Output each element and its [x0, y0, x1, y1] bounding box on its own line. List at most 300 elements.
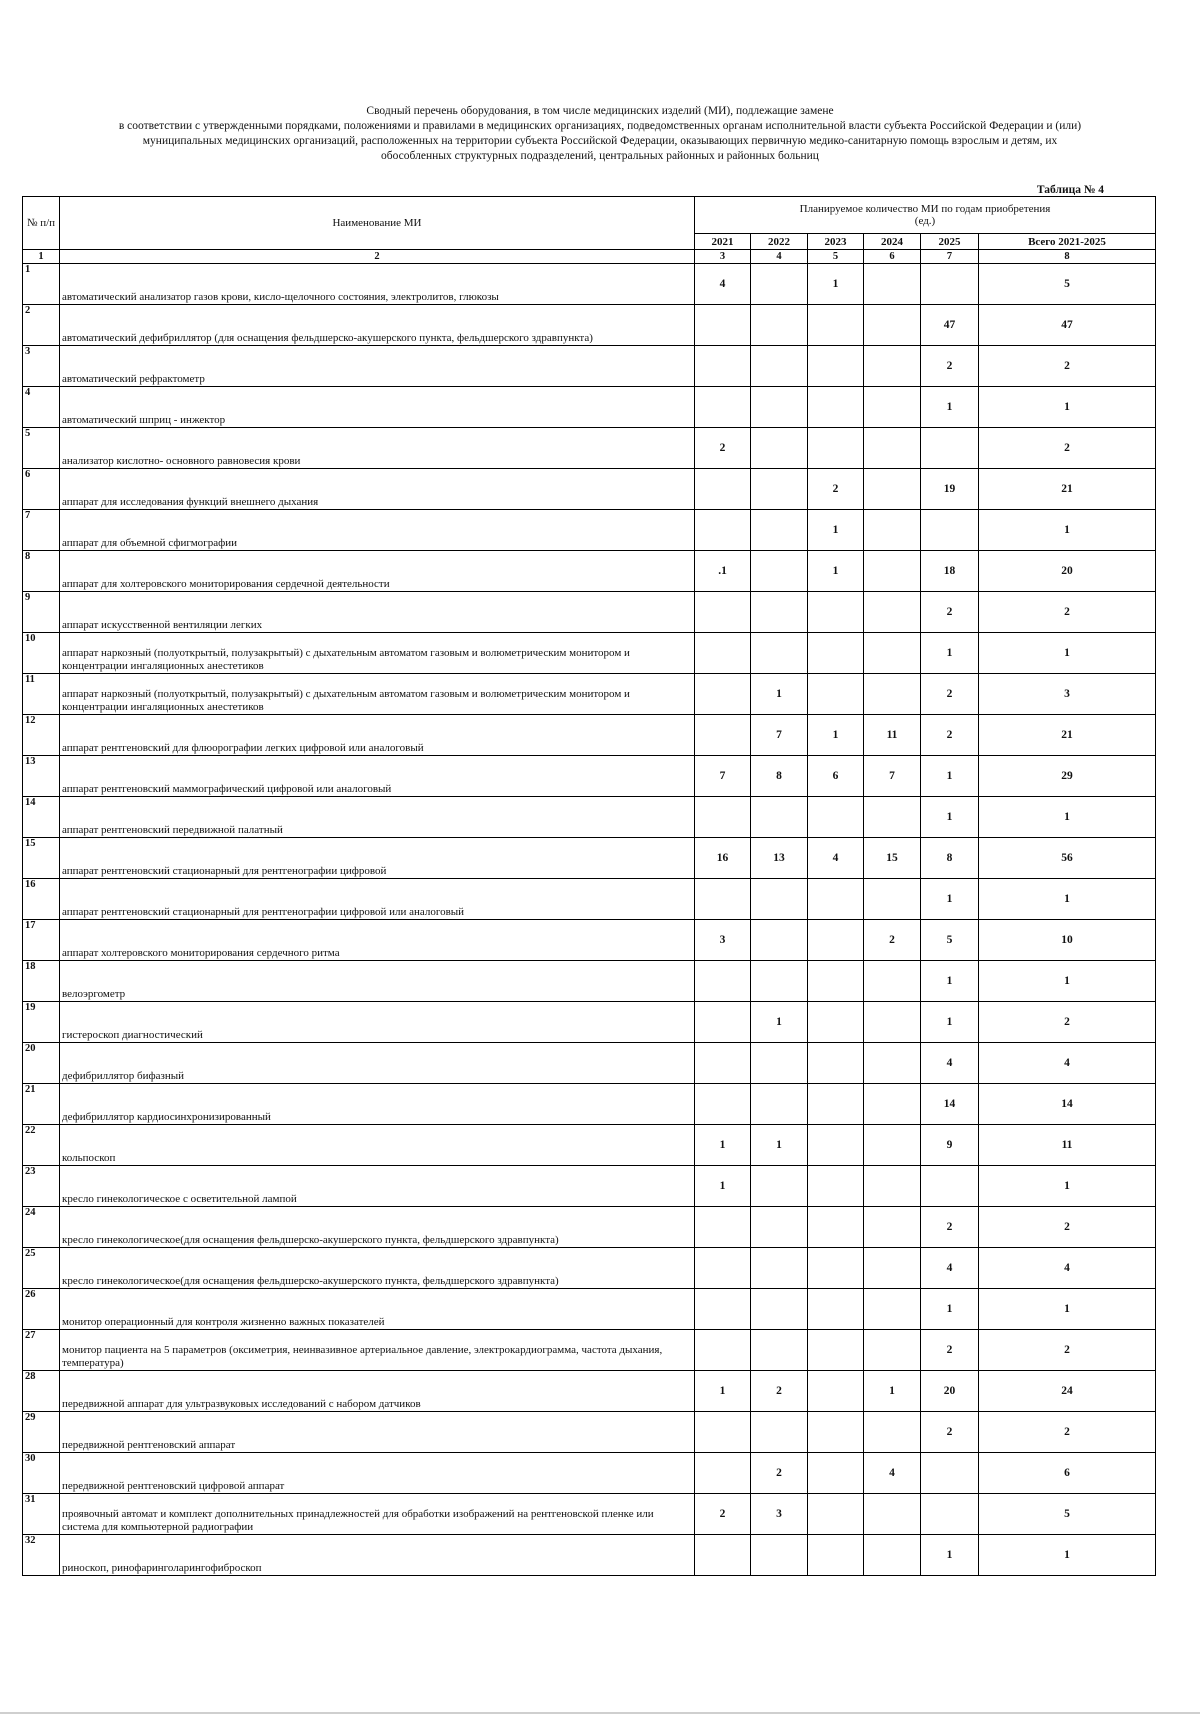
total-quantity: 5	[979, 264, 1156, 305]
year-quantity: 2	[921, 592, 979, 633]
device-name: аппарат наркозный (полуоткрытый, полузакрытый) с дыхательным автоматом газовым и волюметрическим монитором и концентрации ингаляционных анестетиков	[60, 674, 695, 715]
device-name: автоматический анализатор газов крови, кисло-щелочного состояния, электролитов, глюкозы	[60, 264, 695, 305]
year-quantity: 1	[751, 1002, 808, 1043]
row-number: 30	[23, 1453, 60, 1494]
year-quantity	[864, 264, 921, 305]
year-quantity: 1	[921, 1002, 979, 1043]
total-quantity: 1	[979, 879, 1156, 920]
year-quantity: 8	[921, 838, 979, 879]
year-quantity	[864, 1494, 921, 1535]
header-year: 2022	[751, 234, 808, 250]
year-quantity	[808, 1453, 864, 1494]
year-quantity	[695, 469, 751, 510]
table-row	[23, 1371, 1156, 1412]
device-name: автоматический рефрактометр	[60, 346, 695, 387]
table-row	[23, 756, 1156, 797]
year-quantity: 1	[921, 387, 979, 428]
year-quantity	[864, 674, 921, 715]
header-year: 2023	[808, 234, 864, 250]
year-quantity	[808, 1125, 864, 1166]
header-year: 2024	[864, 234, 921, 250]
device-name: аппарат рентгеновский передвижной палатный	[60, 797, 695, 838]
device-name: дефибриллятор кардиосинхронизированный	[60, 1084, 695, 1125]
total-quantity: 10	[979, 920, 1156, 961]
table-row	[23, 387, 1156, 428]
total-quantity: 20	[979, 551, 1156, 592]
header-year: 2025	[921, 234, 979, 250]
year-quantity: 1	[921, 961, 979, 1002]
device-name: передвижной рентгеновский аппарат	[60, 1412, 695, 1453]
device-name: анализатор кислотно- основного равновесия крови	[60, 428, 695, 469]
year-quantity: 19	[921, 469, 979, 510]
year-quantity: 3	[751, 1494, 808, 1535]
total-quantity: 21	[979, 469, 1156, 510]
table-row	[23, 879, 1156, 920]
year-quantity: 14	[921, 1084, 979, 1125]
table-row	[23, 797, 1156, 838]
total-quantity: 2	[979, 346, 1156, 387]
year-quantity: 1	[921, 1535, 979, 1576]
year-quantity	[751, 1207, 808, 1248]
equipment-table	[22, 196, 1156, 1576]
device-name: монитор пациента на 5 параметров (оксиметрия, неинвазивное артериальное давление, электрокардиограмма, частота дыхания, температура)	[60, 1330, 695, 1371]
table-row	[23, 961, 1156, 1002]
column-index: 7	[921, 250, 979, 264]
row-number: 19	[23, 1002, 60, 1043]
row-number: 21	[23, 1084, 60, 1125]
table-row	[23, 1535, 1156, 1576]
table-body	[23, 264, 1156, 1576]
row-number: 24	[23, 1207, 60, 1248]
device-name: аппарат искусственной вентиляции легких	[60, 592, 695, 633]
year-quantity	[921, 264, 979, 305]
row-number: 3	[23, 346, 60, 387]
year-quantity	[808, 428, 864, 469]
total-quantity: 2	[979, 1002, 1156, 1043]
column-index: 4	[751, 250, 808, 264]
year-quantity: 1	[695, 1371, 751, 1412]
title-line-4: обособленных структурных подразделений, центральных районных и районных больниц	[381, 150, 819, 162]
title-line-1: Сводный перечень оборудования, в том числе медицинских изделий (МИ), подлежащие замене	[366, 105, 834, 117]
year-quantity: 2	[921, 346, 979, 387]
total-quantity: 1	[979, 1166, 1156, 1207]
year-quantity	[808, 592, 864, 633]
total-quantity: 2	[979, 592, 1156, 633]
table-row	[23, 264, 1156, 305]
column-index: 3	[695, 250, 751, 264]
header-year: 2021	[695, 234, 751, 250]
device-name: дефибриллятор бифазный	[60, 1043, 695, 1084]
year-quantity	[751, 346, 808, 387]
title-line-2: в соответствии с утвержденными порядками, положениями и правилами в медицинских организациях, подведомственных органам исполнительной власти субъекта Российской Федерации и (или)	[118, 120, 1082, 132]
year-quantity	[864, 1207, 921, 1248]
year-quantity: 8	[751, 756, 808, 797]
year-quantity	[808, 1207, 864, 1248]
table-row	[23, 305, 1156, 346]
table-row	[23, 1412, 1156, 1453]
page-bottom-edge	[0, 1712, 1200, 1714]
row-number: 28	[23, 1371, 60, 1412]
year-quantity	[808, 387, 864, 428]
table-row	[23, 1289, 1156, 1330]
year-quantity: 4	[808, 838, 864, 879]
year-quantity: 4	[695, 264, 751, 305]
device-name: риноскоп, ринофаринголарингофиброскоп	[60, 1535, 695, 1576]
row-number: 20	[23, 1043, 60, 1084]
total-quantity: 2	[979, 1330, 1156, 1371]
total-quantity: 2	[979, 428, 1156, 469]
row-number: 9	[23, 592, 60, 633]
total-quantity: 6	[979, 1453, 1156, 1494]
year-quantity	[751, 469, 808, 510]
year-quantity: 11	[864, 715, 921, 756]
header-name: Наименование МИ	[60, 197, 695, 250]
year-quantity: 9	[921, 1125, 979, 1166]
year-quantity	[751, 797, 808, 838]
year-quantity: 1	[921, 879, 979, 920]
year-quantity	[808, 1084, 864, 1125]
year-quantity	[751, 510, 808, 551]
header-number: № п/п	[23, 197, 60, 250]
row-number: 29	[23, 1412, 60, 1453]
year-quantity	[808, 1371, 864, 1412]
year-quantity: 1	[921, 756, 979, 797]
year-quantity	[695, 1289, 751, 1330]
year-quantity	[808, 1330, 864, 1371]
table-row	[23, 1043, 1156, 1084]
total-quantity: 21	[979, 715, 1156, 756]
year-quantity	[864, 1289, 921, 1330]
year-quantity	[864, 551, 921, 592]
year-quantity	[751, 428, 808, 469]
total-quantity: 29	[979, 756, 1156, 797]
year-quantity	[695, 592, 751, 633]
year-quantity	[921, 1166, 979, 1207]
year-quantity: 20	[921, 1371, 979, 1412]
year-quantity: 1	[751, 674, 808, 715]
year-quantity	[864, 305, 921, 346]
year-quantity: 18	[921, 551, 979, 592]
table-row	[23, 1494, 1156, 1535]
table-row	[23, 1125, 1156, 1166]
table-row	[23, 715, 1156, 756]
year-quantity	[864, 592, 921, 633]
row-number: 6	[23, 469, 60, 510]
year-quantity	[751, 387, 808, 428]
column-index: 6	[864, 250, 921, 264]
table-row	[23, 1330, 1156, 1371]
year-quantity: 47	[921, 305, 979, 346]
year-quantity	[695, 1453, 751, 1494]
year-quantity	[921, 1494, 979, 1535]
year-quantity	[864, 961, 921, 1002]
year-quantity	[864, 387, 921, 428]
year-quantity	[695, 633, 751, 674]
year-quantity	[751, 879, 808, 920]
column-index: 5	[808, 250, 864, 264]
row-number: 16	[23, 879, 60, 920]
table-row	[23, 1166, 1156, 1207]
year-quantity: 1	[808, 551, 864, 592]
year-quantity	[808, 305, 864, 346]
table-row	[23, 469, 1156, 510]
total-quantity: 1	[979, 797, 1156, 838]
year-quantity	[864, 1002, 921, 1043]
year-quantity	[921, 1453, 979, 1494]
header-total: Всего 2021-2025	[979, 234, 1156, 250]
title-line-3: муниципальных медицинских организаций, расположенных на территории субъекта Российской Федерации, оказывающих первичную медико-санитарную помощь взрослым и детям, их	[142, 135, 1058, 147]
year-quantity	[695, 715, 751, 756]
table-column-index-row	[23, 250, 1156, 264]
year-quantity	[864, 1535, 921, 1576]
column-index: 8	[979, 250, 1156, 264]
device-name: велоэргометр	[60, 961, 695, 1002]
row-number: 4	[23, 387, 60, 428]
total-quantity: 4	[979, 1043, 1156, 1084]
column-index: 2	[60, 250, 695, 264]
header-unit: (ед.)	[914, 215, 936, 227]
year-quantity	[864, 510, 921, 551]
year-quantity	[808, 961, 864, 1002]
year-quantity	[808, 920, 864, 961]
year-quantity: 2	[921, 674, 979, 715]
year-quantity	[695, 674, 751, 715]
year-quantity: 2	[921, 715, 979, 756]
year-quantity: 6	[808, 756, 864, 797]
row-number: 14	[23, 797, 60, 838]
year-quantity	[808, 1535, 864, 1576]
device-name: кресло гинекологическое(для оснащения фельдшерско-акушерского пункта, фельдшерского здравпункта)	[60, 1207, 695, 1248]
table-row	[23, 1207, 1156, 1248]
total-quantity: 1	[979, 961, 1156, 1002]
year-quantity	[864, 1412, 921, 1453]
total-quantity: 47	[979, 305, 1156, 346]
year-quantity	[695, 387, 751, 428]
row-number: 12	[23, 715, 60, 756]
year-quantity: 1	[695, 1166, 751, 1207]
year-quantity: 2	[864, 920, 921, 961]
table-row	[23, 838, 1156, 879]
year-quantity: 2	[695, 1494, 751, 1535]
total-quantity: 1	[979, 510, 1156, 551]
row-number: 5	[23, 428, 60, 469]
total-quantity: 5	[979, 1494, 1156, 1535]
year-quantity	[751, 1535, 808, 1576]
year-quantity	[751, 305, 808, 346]
year-quantity	[695, 1043, 751, 1084]
year-quantity	[751, 592, 808, 633]
device-name: аппарат рентгеновский для флюорографии легких цифровой или аналоговый	[60, 715, 695, 756]
table-row	[23, 510, 1156, 551]
device-name: аппарат наркозный (полуоткрытый, полузакрытый) с дыхательным автоматом газовым и волюметрическим монитором и концентрации ингаляционных анестетиков	[60, 633, 695, 674]
device-name: аппарат для исследования функций внешнего дыхания	[60, 469, 695, 510]
year-quantity: 13	[751, 838, 808, 879]
year-quantity: 2	[921, 1330, 979, 1371]
year-quantity	[695, 961, 751, 1002]
total-quantity: 24	[979, 1371, 1156, 1412]
year-quantity	[921, 510, 979, 551]
row-number: 18	[23, 961, 60, 1002]
year-quantity	[808, 1002, 864, 1043]
year-quantity: 16	[695, 838, 751, 879]
row-number: 31	[23, 1494, 60, 1535]
device-name: аппарат для объемной сфигмографии	[60, 510, 695, 551]
total-quantity: 1	[979, 633, 1156, 674]
year-quantity: 15	[864, 838, 921, 879]
year-quantity: 5	[921, 920, 979, 961]
row-number: 1	[23, 264, 60, 305]
device-name: аппарат рентгеновский стационарный для рентгенографии цифровой или аналоговый	[60, 879, 695, 920]
year-quantity	[695, 1412, 751, 1453]
table-row	[23, 920, 1156, 961]
year-quantity	[864, 469, 921, 510]
year-quantity: 2	[751, 1371, 808, 1412]
total-quantity: 4	[979, 1248, 1156, 1289]
device-name: кольпоскоп	[60, 1125, 695, 1166]
device-name: аппарат рентгеновский маммографический цифровой или аналоговый	[60, 756, 695, 797]
year-quantity	[751, 1043, 808, 1084]
year-quantity	[695, 797, 751, 838]
table-row	[23, 428, 1156, 469]
year-quantity	[808, 879, 864, 920]
year-quantity	[864, 1166, 921, 1207]
total-quantity: 3	[979, 674, 1156, 715]
row-number: 26	[23, 1289, 60, 1330]
year-quantity	[808, 1166, 864, 1207]
year-quantity: 4	[921, 1248, 979, 1289]
year-quantity	[751, 1248, 808, 1289]
year-quantity	[695, 1330, 751, 1371]
row-number: 13	[23, 756, 60, 797]
year-quantity	[695, 1248, 751, 1289]
year-quantity	[864, 1248, 921, 1289]
device-name: аппарат для холтеровского мониторирования сердечной деятельности	[60, 551, 695, 592]
year-quantity	[751, 961, 808, 1002]
year-quantity	[808, 1289, 864, 1330]
year-quantity	[808, 1248, 864, 1289]
year-quantity	[921, 428, 979, 469]
year-quantity: 2	[921, 1207, 979, 1248]
year-quantity: 2	[808, 469, 864, 510]
page-title	[30, 104, 1170, 164]
year-quantity: 1	[921, 633, 979, 674]
year-quantity	[808, 1494, 864, 1535]
total-quantity: 11	[979, 1125, 1156, 1166]
row-number: 10	[23, 633, 60, 674]
header-planned-quantity	[695, 197, 1156, 234]
year-quantity	[864, 1125, 921, 1166]
device-name: передвижной рентгеновский цифровой аппарат	[60, 1453, 695, 1494]
year-quantity: .1	[695, 551, 751, 592]
total-quantity: 1	[979, 1535, 1156, 1576]
row-number: 2	[23, 305, 60, 346]
table-row	[23, 346, 1156, 387]
year-quantity	[751, 1330, 808, 1371]
device-name: проявочный автомат и комплект дополнительных принадлежностей для обработки изображений на рентгеновской пленке или система для компьютерной радиографии	[60, 1494, 695, 1535]
year-quantity	[695, 1084, 751, 1125]
year-quantity: 1	[864, 1371, 921, 1412]
year-quantity	[808, 1412, 864, 1453]
year-quantity	[695, 1207, 751, 1248]
year-quantity	[864, 633, 921, 674]
device-name: кресло гинекологическое(для оснащения фельдшерско-акушерского пункта, фельдшерского здравпункта)	[60, 1248, 695, 1289]
year-quantity: 4	[864, 1453, 921, 1494]
year-quantity	[808, 633, 864, 674]
row-number: 17	[23, 920, 60, 961]
year-quantity: 2	[695, 428, 751, 469]
year-quantity	[808, 797, 864, 838]
total-quantity: 2	[979, 1207, 1156, 1248]
year-quantity	[864, 428, 921, 469]
year-quantity	[864, 797, 921, 838]
year-quantity	[751, 1289, 808, 1330]
total-quantity: 2	[979, 1412, 1156, 1453]
year-quantity: 1	[921, 797, 979, 838]
table-row	[23, 1248, 1156, 1289]
year-quantity	[808, 346, 864, 387]
row-number: 23	[23, 1166, 60, 1207]
total-quantity: 1	[979, 387, 1156, 428]
row-number: 8	[23, 551, 60, 592]
year-quantity	[751, 551, 808, 592]
year-quantity	[864, 1084, 921, 1125]
row-number: 25	[23, 1248, 60, 1289]
device-name: монитор операционный для контроля жизненно важных показателей	[60, 1289, 695, 1330]
table-row	[23, 1084, 1156, 1125]
device-name: передвижной аппарат для ультразвуковых исследований с набором датчиков	[60, 1371, 695, 1412]
year-quantity	[695, 1002, 751, 1043]
year-quantity	[808, 1043, 864, 1084]
year-quantity: 2	[751, 1453, 808, 1494]
year-quantity	[864, 879, 921, 920]
device-name: аппарат холтеровского мониторирования сердечного ритма	[60, 920, 695, 961]
year-quantity	[864, 1043, 921, 1084]
total-quantity: 1	[979, 1289, 1156, 1330]
year-quantity: 7	[695, 756, 751, 797]
year-quantity	[808, 674, 864, 715]
year-quantity: 1	[808, 264, 864, 305]
table-row	[23, 592, 1156, 633]
row-number: 32	[23, 1535, 60, 1576]
table-row	[23, 633, 1156, 674]
year-quantity: 1	[695, 1125, 751, 1166]
total-quantity: 14	[979, 1084, 1156, 1125]
total-quantity: 56	[979, 838, 1156, 879]
year-quantity: 3	[695, 920, 751, 961]
year-quantity	[751, 920, 808, 961]
table-row	[23, 674, 1156, 715]
year-quantity	[751, 264, 808, 305]
row-number: 27	[23, 1330, 60, 1371]
device-name: аппарат рентгеновский стационарный для рентгенографии цифровой	[60, 838, 695, 879]
year-quantity: 1	[808, 510, 864, 551]
year-quantity	[751, 1084, 808, 1125]
year-quantity	[695, 879, 751, 920]
table-row	[23, 1453, 1156, 1494]
year-quantity	[864, 346, 921, 387]
device-name: кресло гинекологическое с осветительной лампой	[60, 1166, 695, 1207]
year-quantity: 7	[864, 756, 921, 797]
row-number: 15	[23, 838, 60, 879]
row-number: 22	[23, 1125, 60, 1166]
year-quantity: 2	[921, 1412, 979, 1453]
year-quantity: 1	[921, 1289, 979, 1330]
table-row	[23, 1002, 1156, 1043]
year-quantity: 1	[751, 1125, 808, 1166]
device-name: автоматический шприц - инжектор	[60, 387, 695, 428]
device-name: автоматический дефибриллятор (для оснащения фельдшерско-акушерского пункта, фельдшерского здравпункта)	[60, 305, 695, 346]
row-number: 11	[23, 674, 60, 715]
